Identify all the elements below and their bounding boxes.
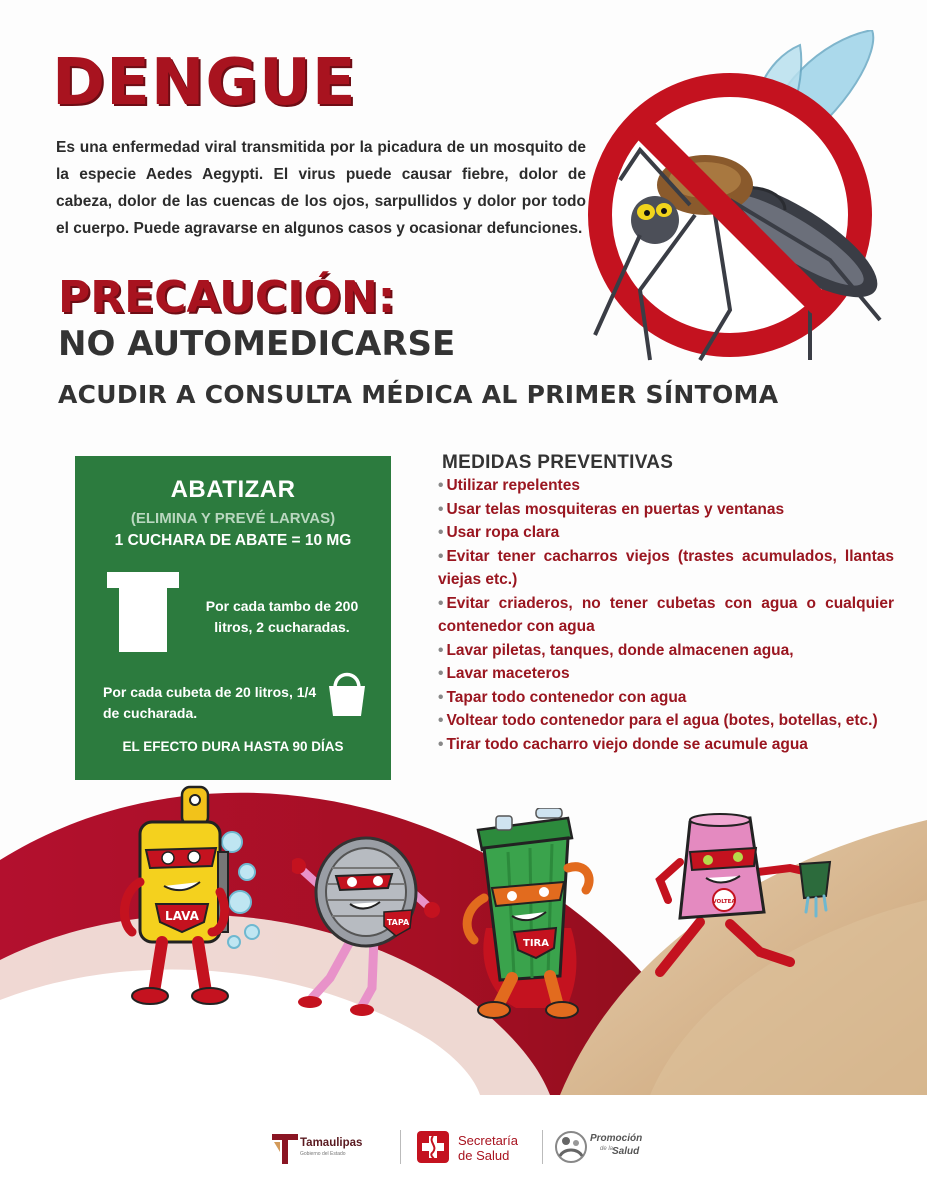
acudir-consulta-text: ACUDIR A CONSULTA MÉDICA AL PRIMER SÍNTOMA [58, 380, 779, 409]
list-item: • Tirar todo cacharro viejo donde se acumule agua [438, 735, 808, 753]
divider [400, 1130, 401, 1164]
list-item: • Usar telas mosquiteras en puertas y ventanas [438, 500, 785, 518]
list-item: • Evitar criaderos, no tener cubetas con agua o cualquier contenedor con agua [438, 594, 894, 635]
bullet-icon: • [438, 735, 444, 753]
lava-character [112, 782, 262, 1012]
list-item: • Evitar tener cacharros viejos (trastes acumulados, llantas viejas etc.) [438, 547, 894, 588]
precaucion-heading: PRECAUCIÓN: [58, 272, 396, 323]
voltea-character [640, 812, 840, 987]
voltea-label: VOLTEA [712, 899, 736, 905]
tambo-icon [107, 572, 179, 652]
list-item: • Voltear todo contenedor para el agua (botes, botellas, etc.) [438, 712, 878, 729]
list-item: • Usar ropa clara [438, 524, 560, 541]
salud-logo-line1: Secretaría [458, 1133, 518, 1148]
abatizar-title: ABATIZAR [170, 476, 296, 503]
promocion-logo-line2: Salud [612, 1146, 640, 1157]
bullet-icon: • [438, 688, 444, 706]
bullet-icon: • [438, 524, 444, 541]
bullet-icon: • [438, 712, 444, 729]
medidas-list [438, 474, 894, 756]
bullet-icon: • [438, 477, 444, 494]
abatizar-dose: 1 CUCHARA DE ABATE = 10 MG [114, 532, 352, 549]
bullet-icon: • [438, 547, 444, 565]
salud-logo-line2: de Salud [458, 1148, 510, 1163]
bullet-icon: • [438, 500, 444, 518]
bucket-icon [329, 668, 365, 716]
tapa-label: TAPA [386, 918, 410, 927]
list-item: • Tapar todo contenedor con agua [438, 688, 687, 706]
bullet-icon: • [438, 641, 444, 659]
tamaulipas-logo-subtext: Gobierno del Estado [300, 1151, 346, 1157]
medidas-title: MEDIDAS PREVENTIVAS [442, 452, 674, 473]
page-title: DENGUE [52, 46, 357, 120]
tapa-character [292, 828, 442, 1018]
list-item: • Lavar piletas, tanques, donde almacenen agua, [438, 641, 794, 659]
tambo-instruction: Por cada tambo de 200 litros, 2 cucharadas. [205, 598, 359, 635]
tamaulipas-logo-text: Tamaulipas [300, 1137, 363, 1149]
bullet-icon: • [438, 594, 444, 612]
promocion-logo-line1: Promoción [590, 1133, 643, 1144]
bullet-icon: • [438, 665, 444, 682]
no-mosquito-icon [580, 30, 900, 370]
promocion-logo-icon [554, 1130, 588, 1164]
salud-logo-icon [416, 1130, 450, 1164]
lava-label: LAVA [165, 909, 199, 923]
divider [542, 1130, 543, 1164]
list-item: • Lavar maceteros [438, 665, 570, 682]
no-automedicarse-heading: NO AUTOMEDICARSE [58, 324, 456, 364]
footer-logos [270, 1124, 670, 1170]
abatizar-box [75, 456, 391, 780]
intro-paragraph: Es una enfermedad viral transmitida por la picadura de un mosquito de la especie Aedes Aegypti. El virus puede causar fiebre, dolor de cabeza, dolor de las cuencas de los ojos, sarpullidos y dolor por todo el cuerpo. Puede agravarse en algunos casos y ocasionar defunciones. [56, 139, 586, 237]
cubeta-instruction: Por cada cubeta de 20 litros, 1/4 de cucharada. [103, 684, 317, 721]
promocion-logo-de: de la [600, 1146, 614, 1152]
tira-label: TIRA [523, 938, 549, 949]
efecto-duracion: EL EFECTO DURA HASTA 90 DÍAS [122, 739, 344, 754]
tamaulipas-logo-icon [270, 1128, 300, 1168]
abatizar-subtitle: (ELIMINA Y PREVÉ LARVAS) [130, 510, 336, 527]
tira-character [456, 808, 606, 1023]
list-item: • Utilizar repelentes [438, 477, 580, 494]
